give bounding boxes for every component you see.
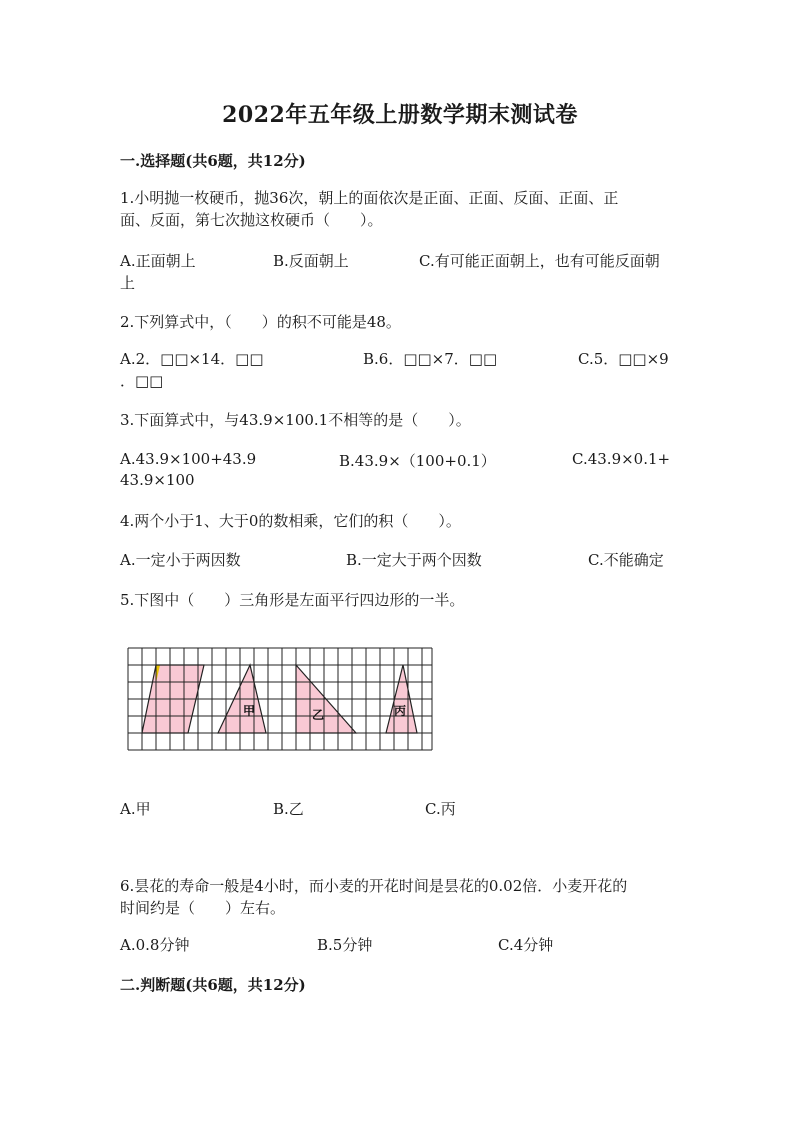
- question-3-option-c-wrap: 43.9×100: [120, 471, 195, 489]
- triangle-label-yi: 乙: [312, 708, 325, 722]
- question-3-option-a: A.43.9×100+43.9: [120, 450, 257, 468]
- question-6-option-a: A.0.8分钟: [120, 936, 190, 954]
- question-4-option-a: A.一定小于两因数: [120, 551, 241, 569]
- question-2-option-a: A.2．□□×14．□□: [120, 350, 264, 368]
- question-1-line-1: 1.小明抛一枚硬币，抛36次，朝上的面依次是正面、正面、反面、正面、正: [120, 189, 619, 207]
- section-heading-choice: 一.选择题(共6题，共12分): [120, 152, 306, 170]
- question-5-option-c: C.丙: [425, 800, 456, 818]
- grid-lines: [128, 648, 432, 750]
- question-4-option-b: B.一定大于两个因数: [346, 551, 482, 569]
- page-title: 2022年五年级上册数学期末测试卷: [222, 102, 578, 128]
- question-1-option-b: B.反面朝上: [273, 252, 349, 270]
- triangle-label-jia: 甲: [243, 704, 256, 718]
- triangle-label-bing: 丙: [394, 704, 407, 718]
- question-1-line-2: 面、反面，第七次抛这枚硬币（ ）。: [120, 211, 383, 229]
- question-5-option-a: A.甲: [120, 800, 151, 818]
- question-6-option-b: B.5分钟: [317, 936, 373, 954]
- section-heading-judgment: 二.判断题(共6题，共12分): [120, 976, 306, 994]
- question-2-option-c-wrap: ．□□: [120, 372, 164, 390]
- question-1-option-a: A.正面朝上: [120, 252, 196, 270]
- question-1-option-c: C.有可能正面朝上，也有可能反面朝: [419, 252, 660, 270]
- question-6-option-c: C.4分钟: [498, 936, 554, 954]
- question-3-line-1: 3.下面算式中，与43.9×100.1不相等的是（ ）。: [120, 411, 471, 429]
- question-3-option-c: C.43.9×0.1+: [572, 450, 671, 468]
- triangle-grid-figure: [126, 645, 436, 753]
- question-1-option-c-wrap: 上: [120, 274, 136, 292]
- question-3-option-b: B.43.9×（100+0.1）: [339, 452, 496, 470]
- question-4-line-1: 4.两个小于1、大于0的数相乘，它们的积（ ）。: [120, 512, 461, 530]
- question-6-line-1: 6.昙花的寿命一般是4小时，而小麦的开花时间是昙花的0.02倍．小麦开花的: [120, 877, 628, 895]
- question-2-line-1: 2.下列算式中，（ ）的积不可能是48。: [120, 313, 401, 331]
- question-2-option-c: C.5．□□×9: [578, 350, 669, 368]
- question-5-option-b: B.乙: [273, 800, 304, 818]
- question-6-line-2: 时间约是（ ）左右。: [120, 899, 286, 917]
- question-4-option-c: C.不能确定: [588, 551, 664, 569]
- question-5-line-1: 5.下图中（ ）三角形是左面平行四边形的一半。: [120, 591, 465, 609]
- question-2-option-b: B.6．□□×7．□□: [363, 350, 498, 368]
